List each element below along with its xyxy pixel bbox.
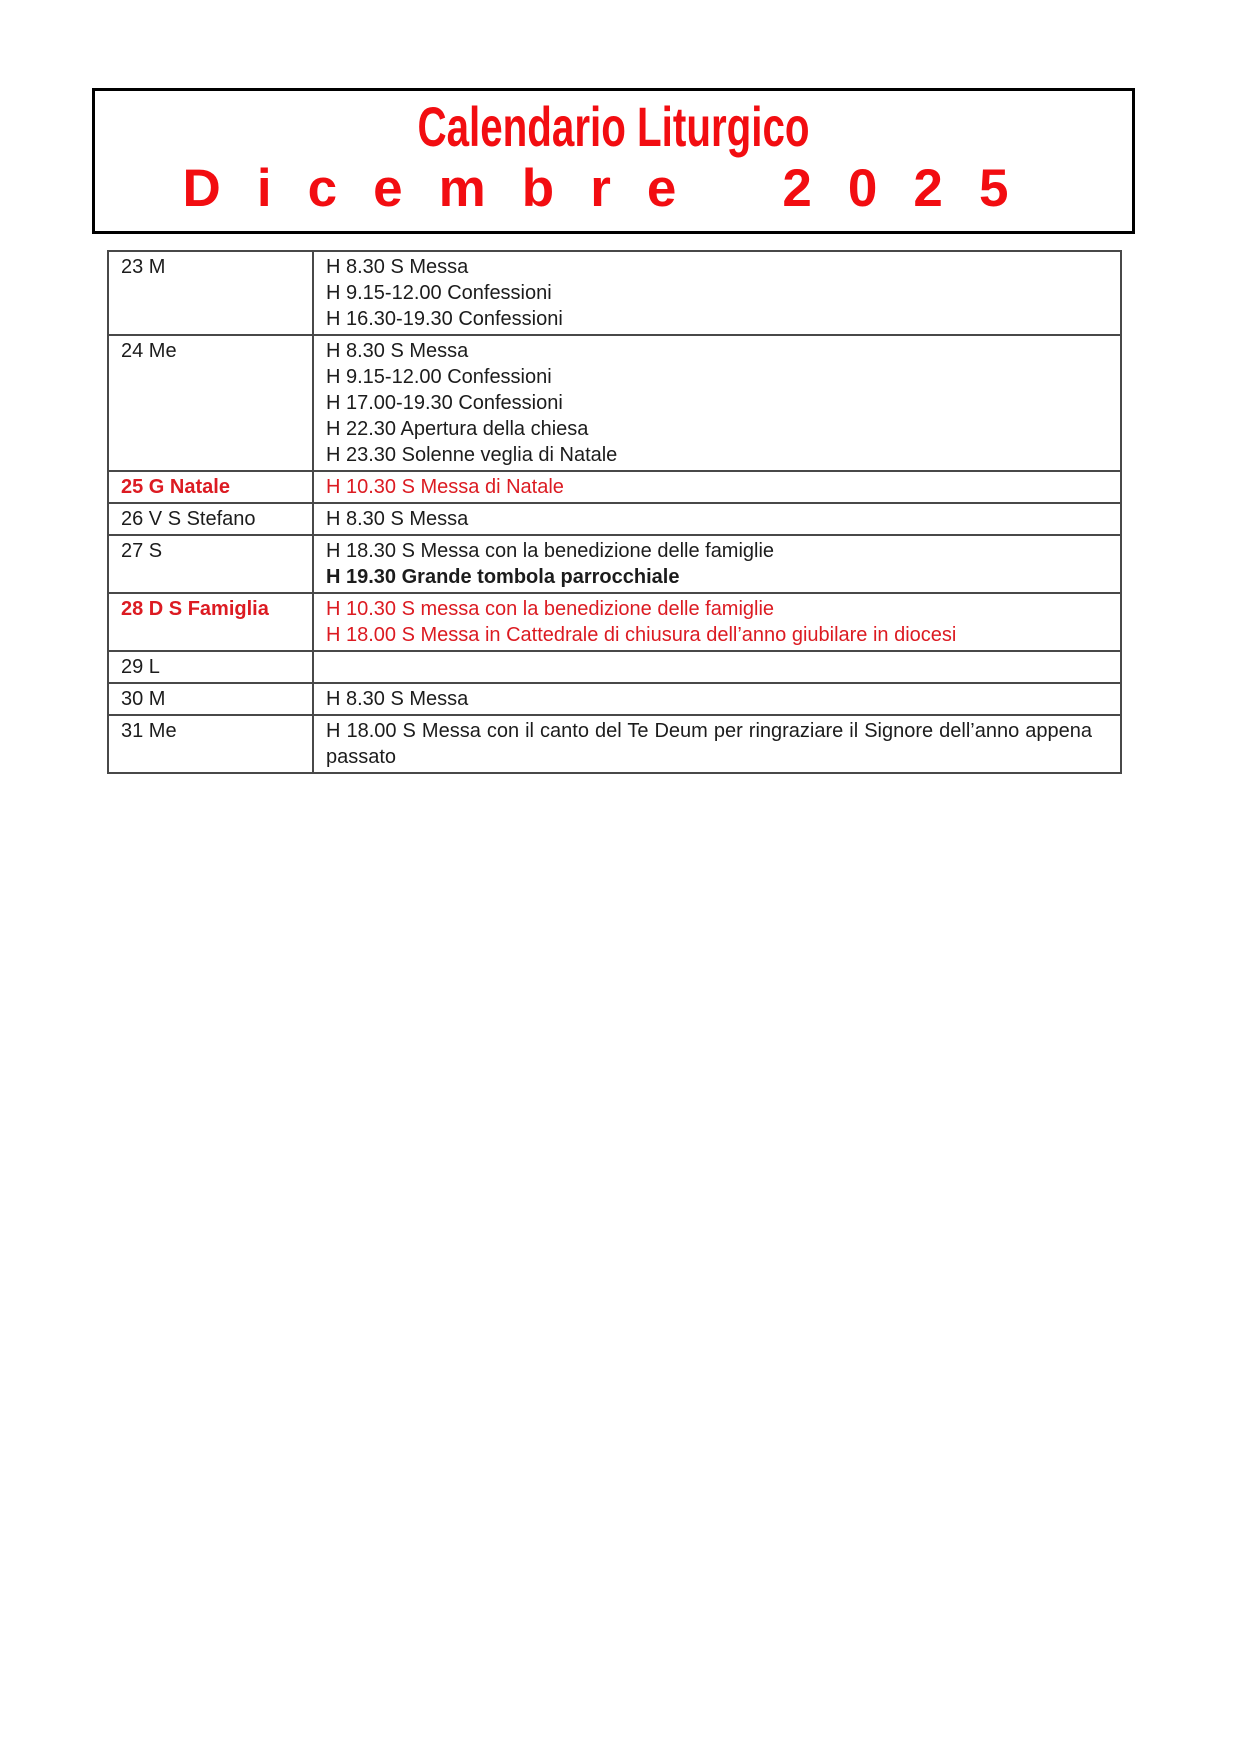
table-row [108, 593, 1121, 651]
event-line: H 10.30 S Messa di Natale [326, 476, 564, 498]
calendar-table [107, 250, 1122, 774]
table-row [108, 251, 1121, 335]
document-subtitle [95, 160, 1132, 218]
header-box [92, 88, 1135, 234]
date-label: 26 V S Stefano [121, 508, 256, 530]
events-cell [313, 251, 1121, 335]
event-line: H 8.30 S Messa [326, 256, 469, 278]
events-cell [313, 593, 1121, 651]
events-cell [313, 715, 1121, 773]
table-row [108, 683, 1121, 715]
table-row [108, 651, 1121, 683]
event-line: H 9.15-12.00 Confessioni [326, 282, 552, 304]
date-cell [108, 535, 313, 593]
event-line: H 16.30-19.30 Confessioni [326, 308, 563, 330]
date-label: 25 G Natale [121, 476, 230, 498]
date-cell [108, 503, 313, 535]
events-cell [313, 535, 1121, 593]
document-title: Calendario Liturgico [417, 95, 810, 158]
date-label: 27 S [121, 540, 163, 562]
table-row [108, 471, 1121, 503]
subtitle-month: Dicembre [182, 159, 713, 218]
date-cell [108, 593, 313, 651]
date-cell [108, 471, 313, 503]
table-row [108, 335, 1121, 471]
events-cell [313, 683, 1121, 715]
date-cell [108, 251, 313, 335]
date-cell [108, 651, 313, 683]
event-line: H 8.30 S Messa [326, 340, 469, 362]
event-line: H 8.30 S Messa [326, 688, 469, 710]
date-label: 29 L [121, 656, 160, 678]
event-line: H 10.30 S messa con la benedizione delle famiglie [326, 598, 775, 620]
table-row [108, 715, 1121, 773]
date-cell [108, 715, 313, 773]
date-cell [108, 683, 313, 715]
events-cell [313, 335, 1121, 471]
date-cell [108, 335, 313, 471]
event-line: H 17.00-19.30 Confessioni [326, 392, 563, 414]
table-row [108, 503, 1121, 535]
date-label: 24 Me [121, 340, 177, 362]
event-line: H 22.30 Apertura della chiesa [326, 418, 589, 440]
event-line: H 8.30 S Messa [326, 508, 469, 530]
event-line: H 18.30 S Messa con la benedizione delle famiglie [326, 540, 775, 562]
event-line: H 18.00 S Messa in Cattedrale di chiusura dell’anno giubilare in diocesi [326, 624, 957, 646]
event-line: H 9.15-12.00 Confessioni [326, 366, 552, 388]
date-label: 28 D S Famiglia [121, 598, 269, 620]
events-cell [313, 651, 1121, 683]
events-cell [313, 503, 1121, 535]
subtitle-year: 2025 [782, 159, 1045, 218]
date-label: 31 Me [121, 720, 177, 742]
event-line: H 23.30 Solenne veglia di Natale [326, 444, 618, 466]
table-row [108, 535, 1121, 593]
events-cell [313, 471, 1121, 503]
date-label: 23 M [121, 256, 166, 278]
event-line: H 19.30 Grande tombola parrocchiale [326, 566, 680, 588]
date-label: 30 M [121, 688, 166, 710]
event-line: H 18.00 S Messa con il canto del Te Deum per ringraziare il Signore dell’anno appena passato [326, 720, 1092, 768]
calendar-table-body [108, 251, 1121, 773]
